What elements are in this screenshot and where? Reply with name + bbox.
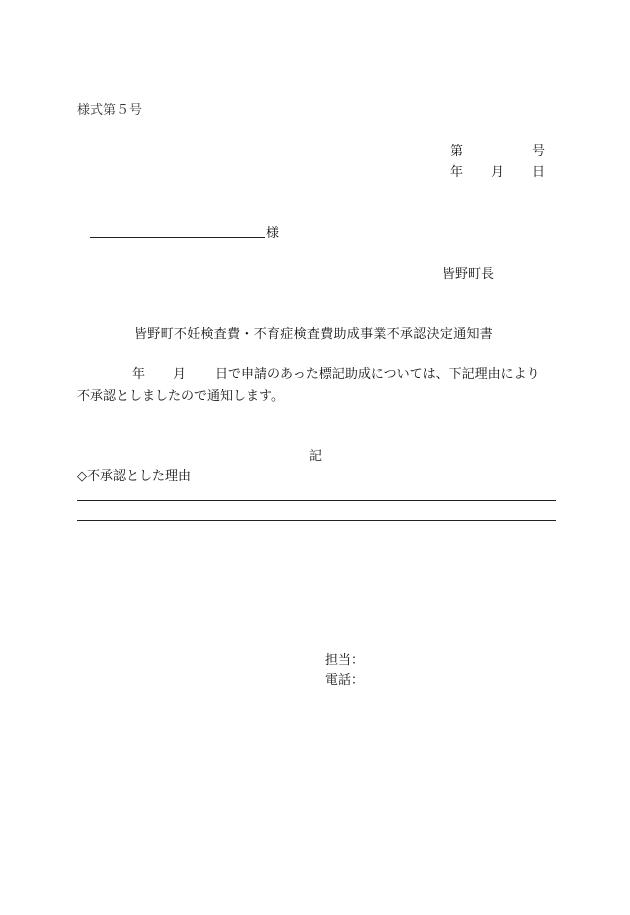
addressee-name-line [90,237,265,238]
body-text-rest: 日で申請のあった標記助成については、下記理由により [215,367,540,382]
contact-phone-label: 電話： [325,673,365,688]
date-year-label: 年 [450,165,464,180]
date-month-label: 月 [491,165,505,180]
ki-heading: 記 [309,449,323,464]
reason-heading: ◇不承認とした理由 [77,469,191,484]
body-text-line-2: 不承認としましたので通知します。 [77,389,284,404]
reason-line [77,520,556,521]
sender-name: 皆野町長 [442,267,495,282]
document-number-suffix: 号 [532,144,546,159]
body-month-label: 月 [173,367,187,382]
addressee-honorific: 様 [266,226,280,241]
form-number: 様式第５号 [77,103,143,118]
document-number-label: 第 [450,144,464,159]
contact-person-label: 担当： [325,653,365,668]
body-year-label: 年 [132,367,146,382]
date-day-label: 日 [532,165,546,180]
reason-line [77,500,556,501]
document-title: 皆野町不妊検査費・不育症検査費助成事業不承認決定通知書 [134,327,494,342]
